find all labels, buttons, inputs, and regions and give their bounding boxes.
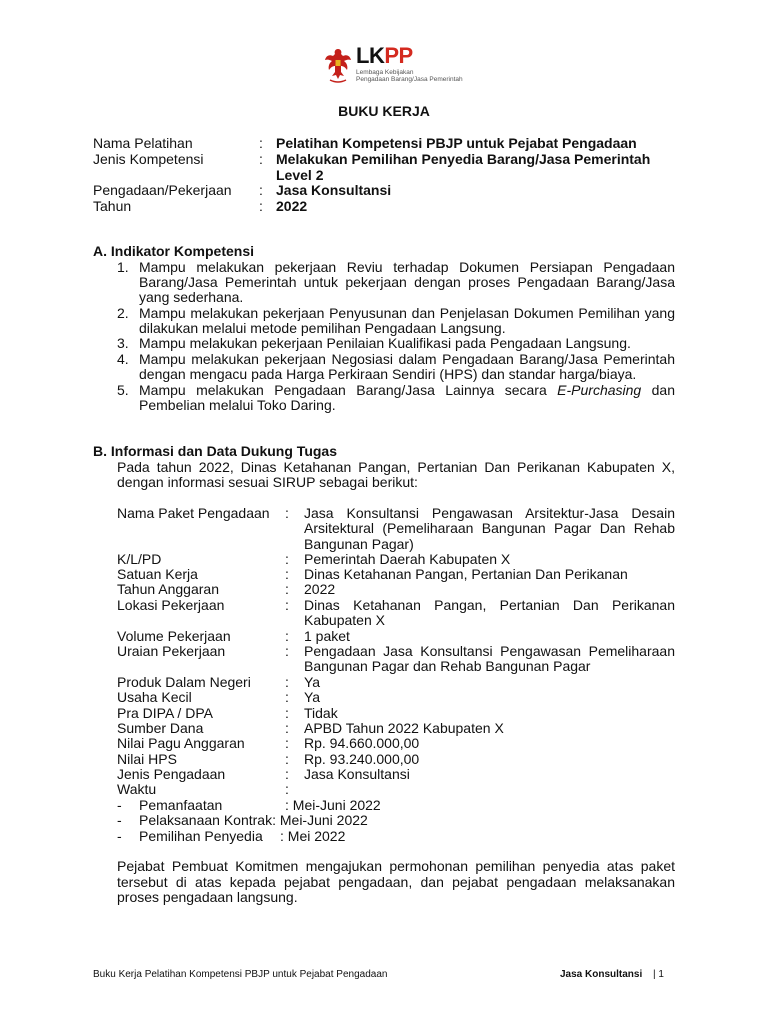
info-label: Lokasi Pekerjaan (117, 597, 225, 613)
list-number: 2. (117, 305, 129, 321)
section-b-heading: B. Informasi dan Data Dukung Tugas (93, 443, 337, 459)
list-item-line: Mampu melakukan pekerjaan Negosiasi dalam Pengadaan Barang/Jasa Pemerintah (139, 351, 675, 367)
header-label: Nama Pelatihan (93, 135, 193, 151)
intro-line: Pada tahun 2022, Dinas Ketahanan Pangan, Pertanian Dan Perikanan Kabupaten X, (117, 459, 675, 475)
list-item-line: Mampu melakukan Pengadaan Barang/Jasa Lainnya secara E-Purchasing dan (139, 382, 675, 398)
waktu-label: Pemilihan Penyedia (139, 828, 263, 844)
info-label: Nilai Pagu Anggaran (117, 735, 245, 751)
header-colon: : (259, 198, 263, 214)
info-label: Uraian Pekerjaan (117, 643, 226, 659)
info-colon: : (285, 551, 289, 567)
info-colon: : (285, 643, 289, 659)
header-label: Pengadaan/Pekerjaan (93, 182, 232, 198)
header-label: Jenis Kompetensi (93, 151, 204, 167)
closing-line: proses pengadaan langsung. (117, 889, 298, 905)
waktu-label: Pemanfaatan (139, 797, 223, 813)
info-value: Arsitektural (Pemeliharaan Bangunan Pagar Dan Rehab (304, 520, 675, 536)
info-value: Rp. 93.240.000,00 (304, 751, 420, 767)
info-label: Tahun Anggaran (117, 581, 219, 597)
info-value: Jasa Konsultansi Pengawasan Arsitektur-Jasa Desain (304, 505, 675, 521)
info-colon: : (285, 705, 289, 721)
lkpp-logo (323, 43, 463, 86)
header-value: Jasa Konsultansi (276, 182, 392, 198)
info-colon: : (285, 735, 289, 751)
info-label: Produk Dalam Negeri (117, 674, 251, 690)
list-item-line: Mampu melakukan pekerjaan Penyusunan dan Penjelasan Dokumen Pemilihan yang (139, 305, 675, 321)
header-value: Melakukan Pemilihan Penyedia Barang/Jasa Pemerintah (276, 151, 651, 167)
page-number: | 1 (653, 969, 664, 980)
header-label: Tahun (93, 198, 132, 214)
header-colon: : (259, 182, 263, 198)
info-value: Bangunan Pagar) (304, 536, 414, 552)
list-item-line: dengan mengacu pada Harga Perkiraan Sendiri (HPS) dan standar harga/biaya. (139, 366, 637, 382)
closing-line: tersebut di atas kepada pejabat pengadaan, dan pejabat pengadaan melaksanakan (117, 874, 675, 890)
logo-tagline-2: Pengadaan Barang/Jasa Pemerintah (356, 76, 463, 83)
header-value: Pelatihan Kompetensi PBJP untuk Pejabat Pengadaan (276, 135, 637, 151)
info-label: Usaha Kecil (117, 689, 192, 705)
logo-wordmark: LKPP (356, 43, 413, 68)
info-value: Dinas Ketahanan Pangan, Pertanian Dan Perikanan (304, 566, 628, 582)
info-value: Dinas Ketahanan Pangan, Pertanian Dan Perikanan (304, 597, 675, 613)
info-value: 2022 (304, 581, 336, 597)
info-label: Nama Paket Pengadaan (117, 505, 270, 521)
header-colon: : (259, 135, 263, 151)
header-colon: : (259, 151, 263, 167)
header-value: 2022 (276, 198, 308, 214)
waktu-dash: - (117, 812, 122, 828)
info-label: Sumber Dana (117, 720, 204, 736)
info-colon: : (285, 566, 289, 582)
waktu-label: Pelaksanaan Kontrak: Mei-Juni 2022 (139, 812, 368, 828)
info-colon: : (285, 597, 289, 613)
footer-left: Buku Kerja Pelatihan Kompetensi PBJP untuk Pejabat Pengadaan (93, 969, 388, 980)
info-label: Waktu (117, 781, 157, 797)
waktu-value: : Mei-Juni 2022 (285, 797, 381, 813)
list-number: 4. (117, 351, 129, 367)
section-a-heading: A. Indikator Kompetensi (93, 243, 255, 259)
info-colon: : (285, 781, 289, 797)
waktu-dash: - (117, 828, 122, 844)
list-item-line: Mampu melakukan pekerjaan Penilaian Kualifikasi pada Pengadaan Langsung. (139, 335, 631, 351)
header-value-cont: Level 2 (276, 167, 324, 183)
list-number: 3. (117, 335, 129, 351)
logo-tagline-1: Lembaga Kebijakan (356, 69, 414, 76)
list-item-line: yang sederhana. (139, 289, 244, 305)
info-value: APBD Tahun 2022 Kabupaten X (304, 720, 504, 736)
info-colon: : (285, 720, 289, 736)
list-item-line: dilakukan melalui metode pemilihan Pengadaan Langsung. (139, 320, 506, 336)
info-label: Nilai HPS (117, 751, 177, 767)
info-colon: : (285, 581, 289, 597)
info-value: Kabupaten X (304, 612, 385, 628)
info-value: Jasa Konsultansi (304, 766, 410, 782)
info-value: Tidak (304, 705, 338, 721)
closing-line: Pejabat Pembuat Komitmen mengajukan permohonan pemilihan penyedia atas paket (117, 858, 675, 874)
document-title: BUKU KERJA (338, 103, 430, 119)
info-value: Rp. 94.660.000,00 (304, 735, 420, 751)
info-colon: : (285, 766, 289, 782)
garuda-emblem-icon (323, 46, 353, 84)
info-label: K/L/PD (117, 551, 162, 567)
list-number: 5. (117, 382, 129, 398)
intro-line: dengan informasi sesuai SIRUP sebagai berikut: (117, 474, 418, 490)
info-colon: : (285, 628, 289, 644)
info-colon: : (285, 674, 289, 690)
list-number: 1. (117, 259, 129, 275)
footer-right: Jasa Konsultansi (560, 969, 643, 980)
info-value: Ya (304, 674, 321, 690)
info-value: Pengadaan Jasa Konsultansi Pengawasan Pemeliharaan (304, 643, 675, 659)
list-item-line: Barang/Jasa Pemerintah untuk pekerjaan dengan proses Pengadaan Barang/Jasa (139, 274, 675, 290)
list-item-line: Pembelian melalui Toko Daring. (139, 397, 336, 413)
waktu-value: : Mei 2022 (280, 828, 346, 844)
info-label: Volume Pekerjaan (117, 628, 231, 644)
info-colon: : (285, 505, 289, 521)
info-value: Pemerintah Daerah Kabupaten X (304, 551, 511, 567)
info-label: Satuan Kerja (117, 566, 198, 582)
info-colon: : (285, 751, 289, 767)
info-value: Ya (304, 689, 321, 705)
info-value: 1 paket (304, 628, 350, 644)
list-item-line: Mampu melakukan pekerjaan Reviu terhadap Dokumen Persiapan Pengadaan (139, 259, 675, 275)
info-label: Jenis Pengadaan (117, 766, 226, 782)
info-colon: : (285, 689, 289, 705)
info-value: Bangunan Pagar dan Rehab Bangunan Pagar (304, 658, 591, 674)
info-label: Pra DIPA / DPA (117, 705, 213, 721)
waktu-dash: - (117, 797, 122, 813)
